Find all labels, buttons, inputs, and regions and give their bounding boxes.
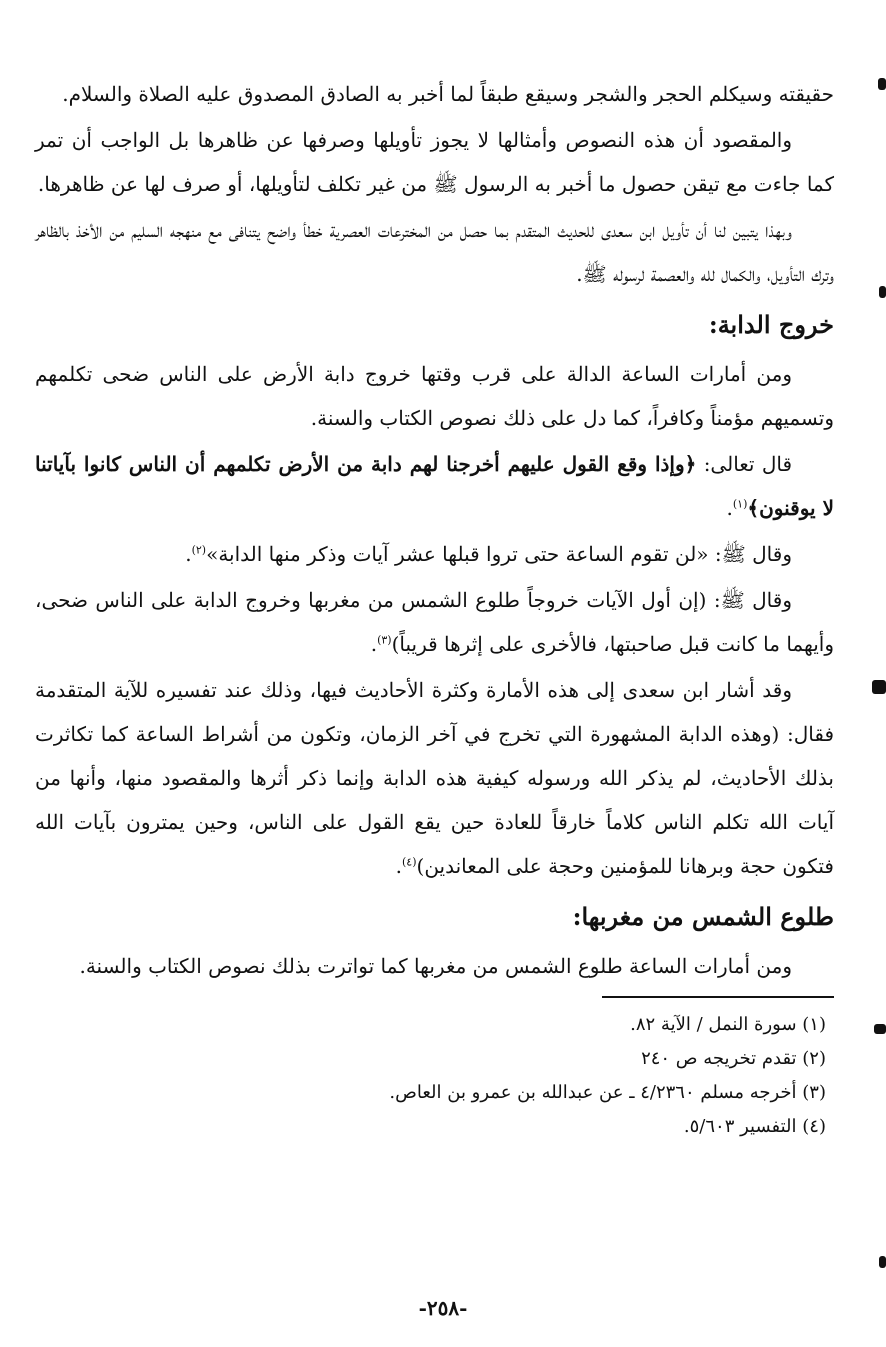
quran-verse-paragraph bbox=[35, 442, 834, 530]
footnote-ref-1: (١) bbox=[732, 497, 748, 511]
footnote-ref-4: (٤) bbox=[402, 855, 417, 869]
hadith-2-paragraph bbox=[35, 578, 834, 666]
footnote-ref-2: (٢) bbox=[191, 543, 207, 557]
hadith-1: وقال ﷺ: «لن تقوم الساعة حتى تروا قبلها عشر آيات وذكر منها الدابة» bbox=[206, 542, 792, 566]
paragraph-dabba-intro: ومن أمارات الساعة الدالة على قرب وقتها خروج دابة الأرض على الناس ضحى تكلمهم وتسميهم مؤمناً وكافراً، كما دل على ذلك نصوص الكتاب والسنة. bbox=[35, 362, 834, 430]
heading-dabba: خروج الدابة: bbox=[708, 310, 834, 339]
paragraph-3: وبهذا يتبين لنا أن تأويل ابن سعدى للحديث المتقدم بما حصل من المخترعات العصرية خطأ واضح يتنافى مع منهجه السليم من الأخذ بالظاهر وترك التأويل، والكمال لله والعصمة لرسوله ﷺ. bbox=[35, 218, 834, 286]
footnote-divider bbox=[602, 996, 834, 998]
quran-verse: ﴿وإذا وقع القول عليهم أخرجنا لهم دابة من الأرض تكلمهم أن الناس كانوا بآياتنا لا يوقنون﴾ bbox=[35, 452, 834, 520]
footnote-4: (٤) التفسير ٥/٦٠٣. bbox=[683, 1116, 826, 1137]
footnote-2: (٢) تقدم تخريجه ص ٢٤٠ bbox=[641, 1048, 826, 1069]
page-body bbox=[35, 72, 834, 1347]
footnote-3: (٣) أخرجه مسلم ٤/٢٣٦٠ ـ عن عبدالله بن عمرو بن العاص. bbox=[389, 1082, 826, 1103]
hadith-1-end: . bbox=[185, 542, 192, 566]
tafsir-end: . bbox=[395, 854, 402, 878]
quran-lead: قال تعالى: bbox=[696, 452, 792, 476]
scan-mark-2 bbox=[879, 286, 886, 298]
tafsir-paragraph bbox=[35, 668, 834, 888]
footnote-1: (١) سورة النمل / الآية ٨٢. bbox=[630, 1014, 826, 1035]
quran-end: . bbox=[726, 496, 733, 520]
hadith-1-paragraph bbox=[35, 532, 834, 576]
scan-mark-5 bbox=[879, 1256, 886, 1268]
scan-mark-4 bbox=[874, 1024, 886, 1034]
heading-sun: طلوع الشمس من مغربها: bbox=[572, 902, 834, 931]
scan-mark-3 bbox=[872, 680, 886, 694]
hadith-2-end: . bbox=[370, 632, 378, 656]
scan-mark-1 bbox=[878, 78, 886, 90]
paragraph-1: حقيقته وسيكلم الحجر والشجر وسيقع طبقاً لما أخبر به الصادق المصدوق عليه الصلاة والسلام. bbox=[62, 82, 834, 106]
footnote-ref-3: (٣) bbox=[377, 633, 392, 647]
hadith-2: وقال ﷺ: (إن أول الآيات خروجاً طلوع الشمس من مغربها وخروج الدابة على الناس ضحى، وأيهما ما كانت قبل صاحبتها، فالأخرى على إثرها قريباً) bbox=[35, 588, 834, 656]
paragraph-2: والمقصود أن هذه النصوص وأمثالها لا يجوز تأويلها وصرفها عن ظاهرها بل الواجب أن تمر كما جاءت مع تيقن حصول ما أخبر به الرسول ﷺ من غير تكلف لتأويلها، أو صرف لها عن ظاهرها. bbox=[35, 128, 834, 196]
page-number: -٢٥٨- bbox=[418, 1296, 468, 1320]
tafsir-text: وقد أشار ابن سعدى إلى هذه الأمارة وكثرة الأحاديث فيها، وذلك عند تفسيره للآية المتقدمة فقال: (وهذه الدابة المشهورة التي تخرج في آخر الزمان، وتكون من أشراط الساعة كما تكاثرت بذلك الأحاديث، لم يذكر الله ورسوله كيفية هذه الدابة وإنما ذكر أثرها والمقصود منها، وأنها من آيات الله تكلم الناس كلاماً خارقاً للعادة حين يقع القول على الناس، وحين يمترون بآيات الله فتكون حجة وبرهانا للمؤمنين وحجة على المعاندين) bbox=[35, 678, 834, 878]
paragraph-sun: ومن أمارات الساعة طلوع الشمس من مغربها كما تواترت بذلك نصوص الكتاب والسنة. bbox=[79, 954, 792, 978]
